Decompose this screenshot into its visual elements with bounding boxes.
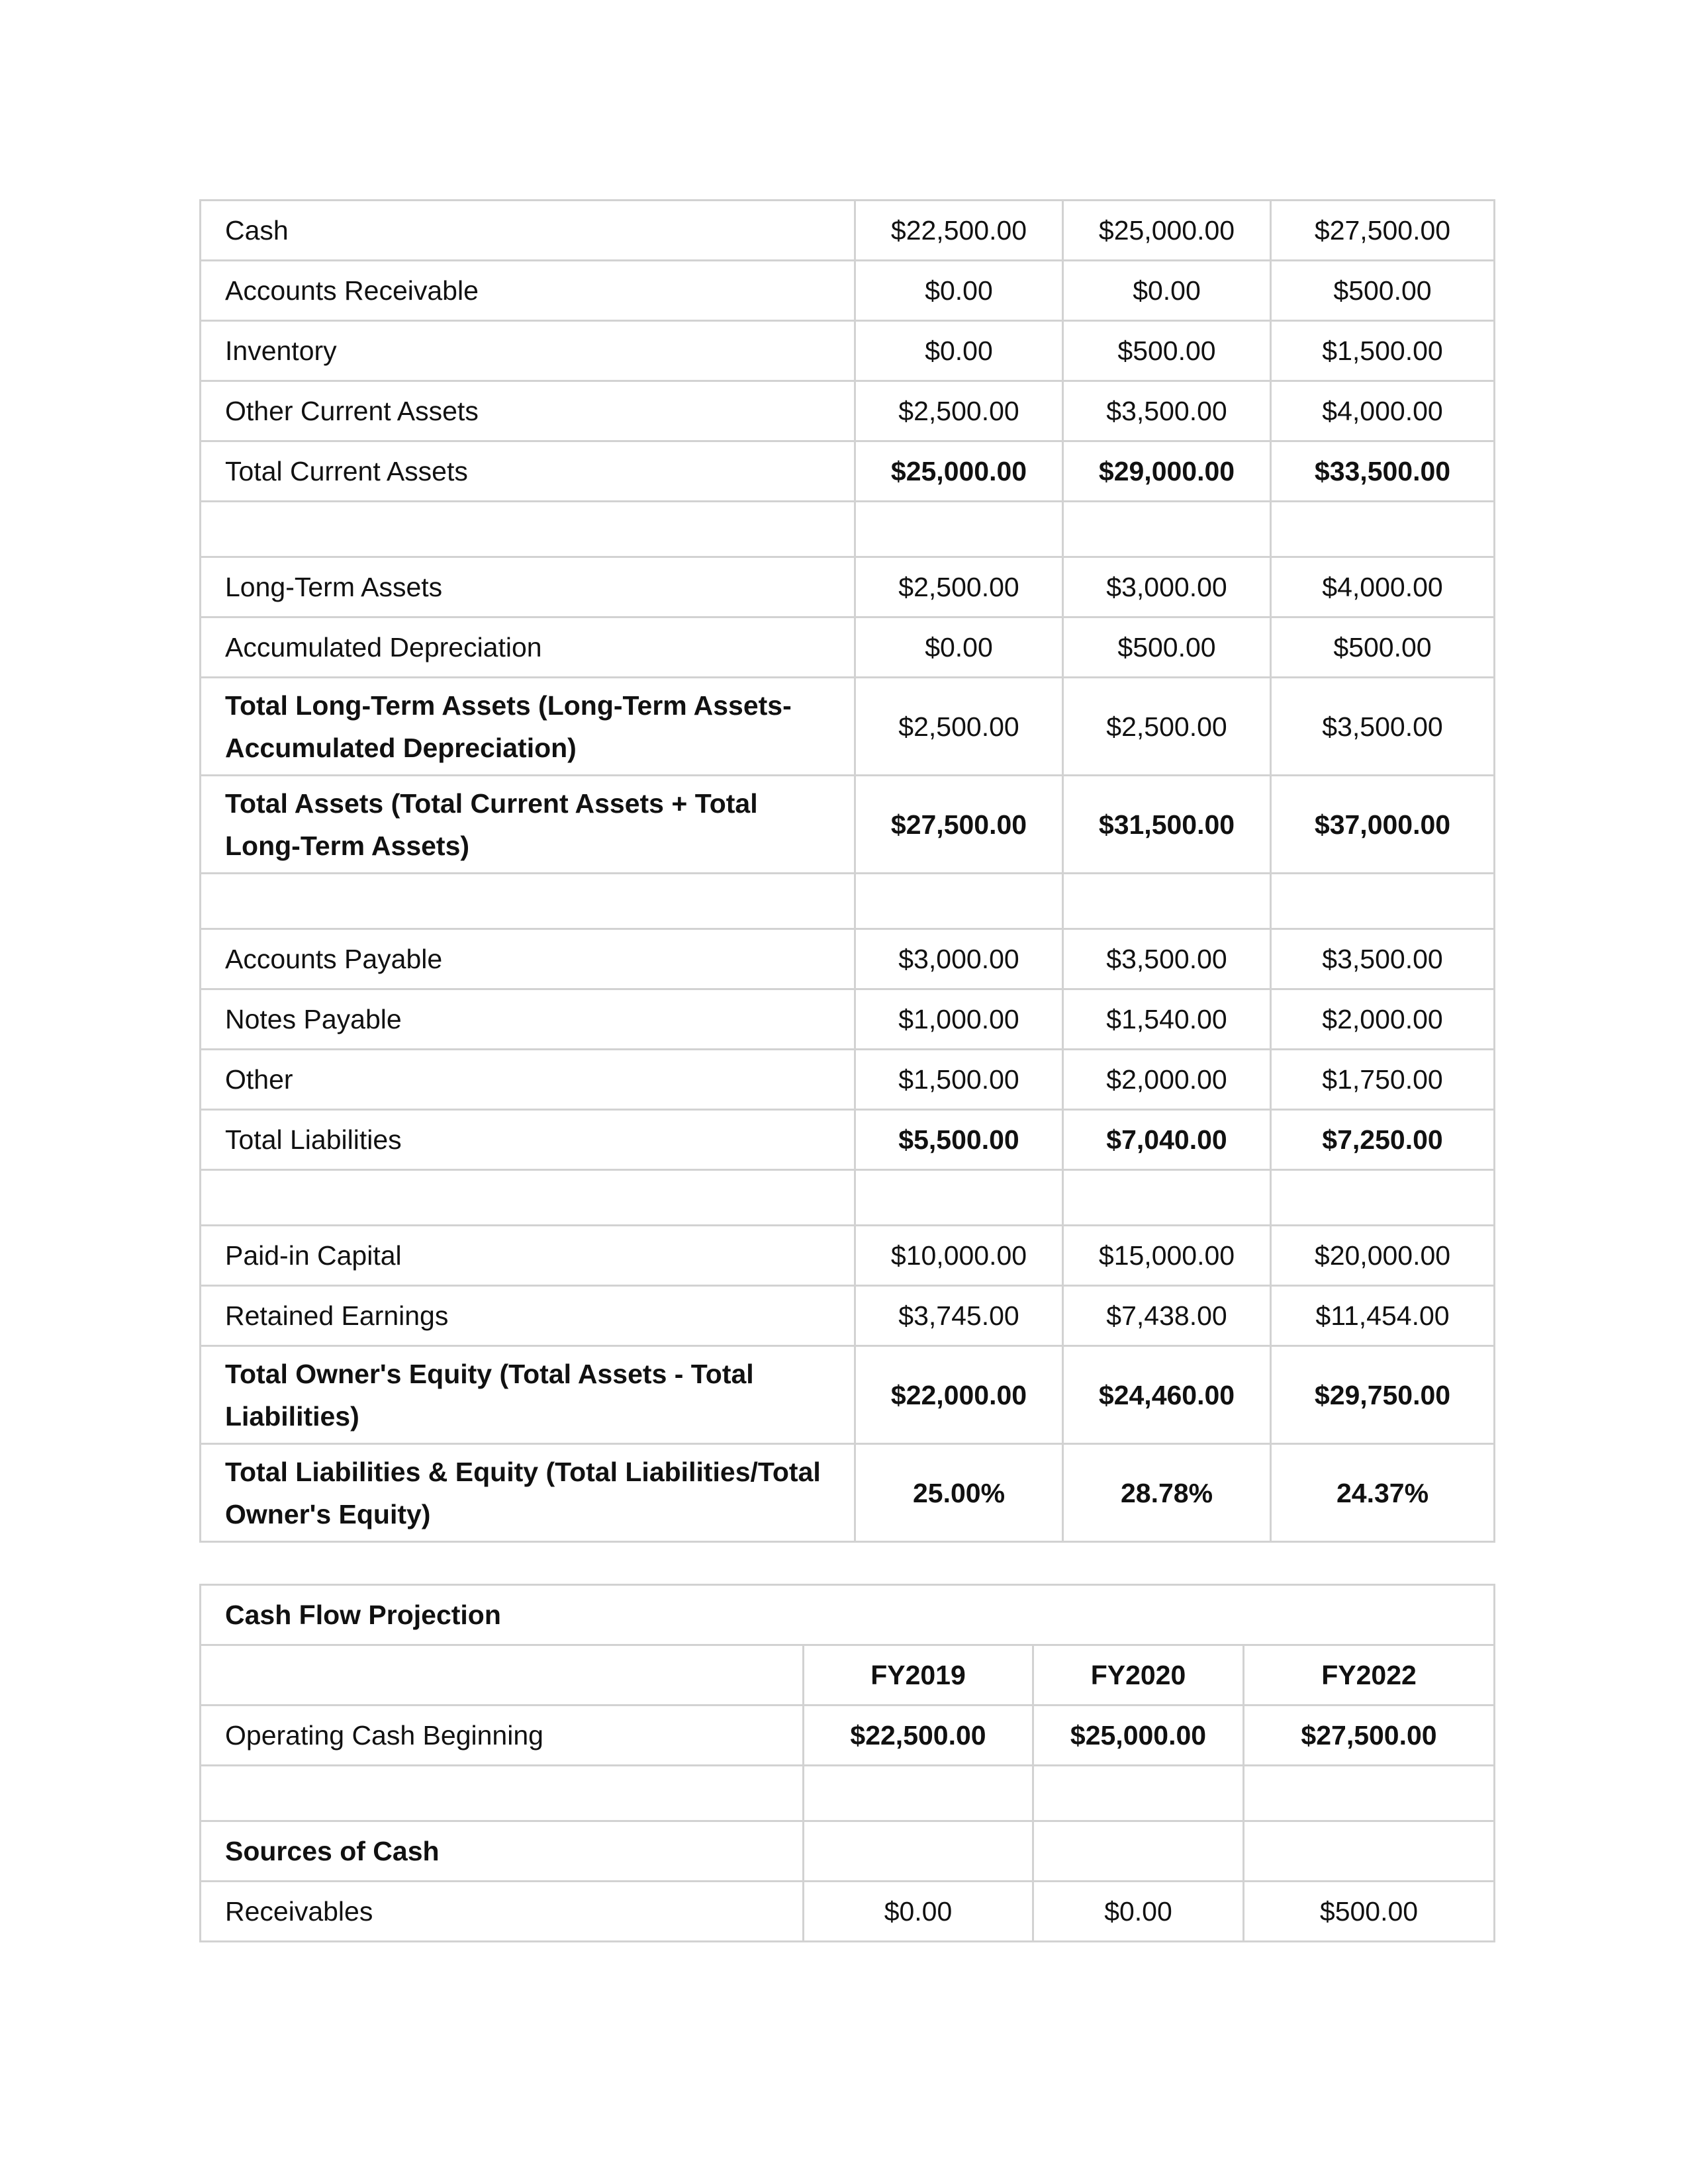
cell-value: $0.00 — [1063, 261, 1271, 321]
cell-value: $15,000.00 — [1063, 1226, 1271, 1286]
table-row — [201, 1346, 1495, 1444]
cell-value: $500.00 — [1271, 617, 1495, 678]
table-row — [201, 321, 1495, 381]
cell-value: $500.00 — [1271, 261, 1495, 321]
cell-value: $22,500.00 — [804, 1706, 1033, 1766]
table-row — [201, 929, 1495, 989]
table-row — [201, 776, 1495, 874]
cell-value: $1,500.00 — [855, 1050, 1063, 1110]
row-label: Sources of Cash — [201, 1821, 804, 1882]
table-row — [201, 261, 1495, 321]
cell-value: $1,750.00 — [1271, 1050, 1495, 1110]
cell-value: $33,500.00 — [1271, 441, 1495, 502]
cell-value: $7,438.00 — [1063, 1286, 1271, 1346]
row-label: Operating Cash Beginning — [201, 1706, 804, 1766]
cell-value: $11,454.00 — [1271, 1286, 1495, 1346]
row-label: Total Owner's Equity (Total Assets - Total Liabilities) — [201, 1346, 855, 1444]
cell-value: $31,500.00 — [1063, 776, 1271, 874]
empty-cell — [1063, 502, 1271, 557]
row-label: Accounts Payable — [201, 929, 855, 989]
table-title-row — [201, 1585, 1495, 1645]
cell-value: $4,000.00 — [1271, 557, 1495, 617]
empty-cell — [1063, 1170, 1271, 1226]
cell-value: $0.00 — [855, 321, 1063, 381]
table-row — [201, 1110, 1495, 1170]
cell-value: 28.78% — [1063, 1444, 1271, 1542]
empty-cell — [201, 1170, 855, 1226]
empty-cell — [804, 1821, 1033, 1882]
table-row — [201, 1226, 1495, 1286]
cell-value: $3,000.00 — [1063, 557, 1271, 617]
cell-value: $27,500.00 — [1244, 1706, 1495, 1766]
cell-value: $24,460.00 — [1063, 1346, 1271, 1444]
empty-cell — [201, 1645, 804, 1706]
cell-value: $7,250.00 — [1271, 1110, 1495, 1170]
cell-value: $25,000.00 — [1063, 201, 1271, 261]
row-label: Receivables — [201, 1882, 804, 1942]
cell-value: $2,500.00 — [1063, 678, 1271, 776]
cell-value: $0.00 — [1033, 1882, 1244, 1942]
empty-cell — [1033, 1766, 1244, 1821]
column-header: FY2020 — [1033, 1645, 1244, 1706]
empty-cell — [855, 502, 1063, 557]
row-label: Total Liabilities & Equity (Total Liabilities/Total Owner's Equity) — [201, 1444, 855, 1542]
empty-cell — [1244, 1821, 1495, 1882]
table-header-row — [201, 1645, 1495, 1706]
cash-flow-title: Cash Flow Projection — [201, 1585, 1495, 1645]
cell-value: $37,000.00 — [1271, 776, 1495, 874]
row-label: Paid-in Capital — [201, 1226, 855, 1286]
cell-value: 24.37% — [1271, 1444, 1495, 1542]
cell-value: $25,000.00 — [855, 441, 1063, 502]
cell-value: $2,000.00 — [1271, 989, 1495, 1050]
row-label: Total Assets (Total Current Assets + Total Long-Term Assets) — [201, 776, 855, 874]
cell-value: $500.00 — [1063, 617, 1271, 678]
row-label: Total Current Assets — [201, 441, 855, 502]
spacer-row — [201, 1170, 1495, 1226]
cell-value: $2,000.00 — [1063, 1050, 1271, 1110]
table-row — [201, 1882, 1495, 1942]
cell-value: $4,000.00 — [1271, 381, 1495, 441]
cell-value: $0.00 — [855, 261, 1063, 321]
row-label: Notes Payable — [201, 989, 855, 1050]
row-label: Other Current Assets — [201, 381, 855, 441]
cell-value: $0.00 — [804, 1882, 1033, 1942]
empty-cell — [201, 874, 855, 929]
cash-flow-table — [199, 1584, 1495, 1942]
cell-value: $29,000.00 — [1063, 441, 1271, 502]
row-label: Cash — [201, 201, 855, 261]
cell-value: $1,500.00 — [1271, 321, 1495, 381]
row-label: Total Liabilities — [201, 1110, 855, 1170]
row-label: Inventory — [201, 321, 855, 381]
cell-value: $5,500.00 — [855, 1110, 1063, 1170]
table-row — [201, 557, 1495, 617]
empty-cell — [1271, 502, 1495, 557]
cell-value: $27,500.00 — [1271, 201, 1495, 261]
empty-cell — [855, 874, 1063, 929]
cell-value: $20,000.00 — [1271, 1226, 1495, 1286]
empty-cell — [1063, 874, 1271, 929]
empty-cell — [1271, 874, 1495, 929]
cell-value: $27,500.00 — [855, 776, 1063, 874]
cell-value: 25.00% — [855, 1444, 1063, 1542]
row-label: Retained Earnings — [201, 1286, 855, 1346]
cell-value: $10,000.00 — [855, 1226, 1063, 1286]
empty-cell — [1033, 1821, 1244, 1882]
table-row — [201, 989, 1495, 1050]
cell-value: $22,500.00 — [855, 201, 1063, 261]
empty-cell — [804, 1766, 1033, 1821]
cell-value: $3,500.00 — [1271, 929, 1495, 989]
cell-value: $3,500.00 — [1271, 678, 1495, 776]
table-row — [201, 678, 1495, 776]
table-row — [201, 201, 1495, 261]
row-label: Accumulated Depreciation — [201, 617, 855, 678]
cell-value: $3,500.00 — [1063, 929, 1271, 989]
empty-cell — [1244, 1766, 1495, 1821]
table-row — [201, 381, 1495, 441]
table-row — [201, 1050, 1495, 1110]
cell-value: $3,000.00 — [855, 929, 1063, 989]
cell-value: $1,540.00 — [1063, 989, 1271, 1050]
empty-cell — [201, 502, 855, 557]
cell-value: $500.00 — [1063, 321, 1271, 381]
table-row — [201, 1444, 1495, 1542]
column-header: FY2019 — [804, 1645, 1033, 1706]
table-row — [201, 617, 1495, 678]
cell-value: $7,040.00 — [1063, 1110, 1271, 1170]
cell-value: $22,000.00 — [855, 1346, 1063, 1444]
row-label: Accounts Receivable — [201, 261, 855, 321]
cell-value: $2,500.00 — [855, 678, 1063, 776]
cell-value: $3,745.00 — [855, 1286, 1063, 1346]
empty-cell — [1271, 1170, 1495, 1226]
cell-value: $25,000.00 — [1033, 1706, 1244, 1766]
cell-value: $2,500.00 — [855, 557, 1063, 617]
cell-value: $29,750.00 — [1271, 1346, 1495, 1444]
spacer-row — [201, 502, 1495, 557]
table-row — [201, 441, 1495, 502]
row-label: Other — [201, 1050, 855, 1110]
cell-value: $0.00 — [855, 617, 1063, 678]
table-row — [201, 1286, 1495, 1346]
cell-value: $3,500.00 — [1063, 381, 1271, 441]
column-header: FY2022 — [1244, 1645, 1495, 1706]
cell-value: $500.00 — [1244, 1882, 1495, 1942]
row-label: Total Long-Term Assets (Long-Term Assets-Accumulated Depreciation) — [201, 678, 855, 776]
balance-sheet-table — [199, 199, 1495, 1543]
empty-cell — [855, 1170, 1063, 1226]
table-row — [201, 1706, 1495, 1766]
empty-cell — [201, 1766, 804, 1821]
spacer-row — [201, 1766, 1495, 1821]
cell-value: $1,000.00 — [855, 989, 1063, 1050]
table-row — [201, 1821, 1495, 1882]
cell-value: $2,500.00 — [855, 381, 1063, 441]
spacer-row — [201, 874, 1495, 929]
row-label: Long-Term Assets — [201, 557, 855, 617]
